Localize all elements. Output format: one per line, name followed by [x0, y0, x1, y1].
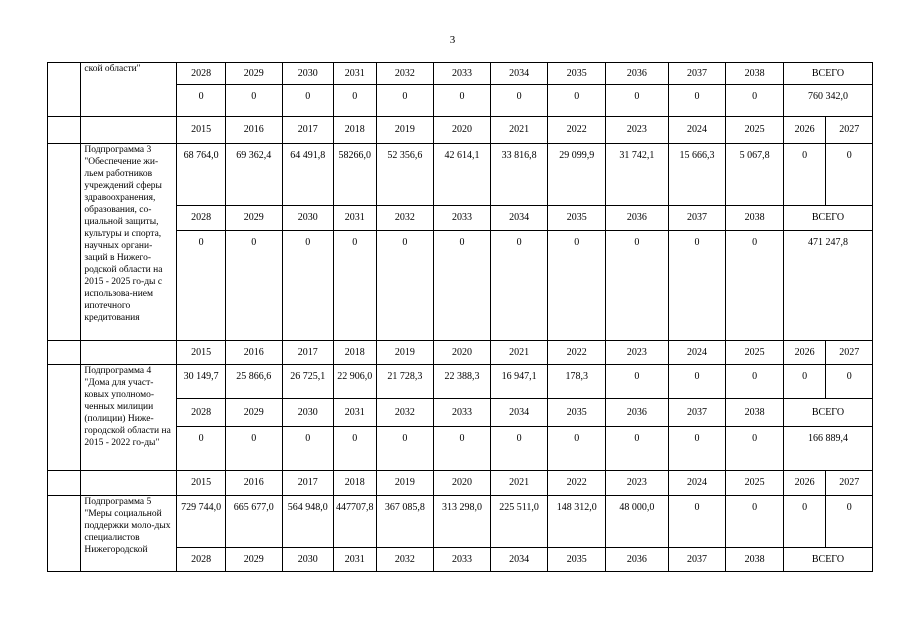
total-header: ВСЕГО: [783, 548, 872, 572]
table-row: [48, 496, 873, 548]
year-header: 2021: [490, 341, 548, 365]
subprogram-5-name: Подпрограмма 5 "Меры социальной поддержки моло-дых специалистов Нижегородской: [81, 496, 177, 572]
year-header: 2033: [434, 399, 491, 427]
year-header: 2037: [668, 548, 726, 572]
row-number-cell: [48, 496, 81, 572]
amount-cell: 447707,8: [334, 496, 376, 548]
amount-cell: 0: [490, 231, 548, 341]
year-header: 2028: [177, 206, 226, 231]
row-number-cell: [48, 365, 81, 471]
year-header: 2020: [434, 471, 491, 496]
row-number-cell: [48, 144, 81, 341]
financing-table: [47, 62, 873, 572]
year-header: 2015: [177, 341, 226, 365]
page-number: 3: [449, 34, 456, 46]
amount-cell: 0: [826, 365, 873, 399]
year-header: 2019: [376, 471, 434, 496]
amount-cell: 58266,0: [334, 144, 376, 206]
amount-cell: 0: [334, 85, 376, 117]
table-row: [48, 341, 873, 365]
amount-cell: 52 356,6: [376, 144, 434, 206]
amount-cell: 0: [668, 85, 726, 117]
amount-cell: 0: [376, 231, 434, 341]
year-header: 2030: [282, 399, 334, 427]
amount-cell: 0: [826, 496, 873, 548]
amount-cell: 0: [225, 427, 282, 471]
year-header: 2034: [490, 548, 548, 572]
year-header: 2035: [548, 548, 606, 572]
year-header: 2025: [726, 471, 784, 496]
year-header: 2028: [177, 399, 226, 427]
year-header: 2031: [334, 206, 376, 231]
year-header: 2038: [726, 63, 784, 85]
year-header: 2018: [334, 471, 376, 496]
year-header: 2026: [783, 471, 825, 496]
year-header: 2017: [282, 117, 334, 144]
amount-cell: 0: [376, 85, 434, 117]
year-header: 2017: [282, 341, 334, 365]
amount-cell: 0: [726, 427, 784, 471]
amount-cell: 0: [668, 427, 726, 471]
amount-cell: 5 067,8: [726, 144, 784, 206]
year-header: 2027: [826, 341, 873, 365]
year-header: 2018: [334, 341, 376, 365]
amount-cell: 0: [225, 85, 282, 117]
year-header: 2016: [225, 117, 282, 144]
year-header: 2027: [826, 117, 873, 144]
year-header: 2022: [548, 471, 606, 496]
year-header: 2016: [225, 341, 282, 365]
year-header: 2038: [726, 206, 784, 231]
year-header: 2038: [726, 399, 784, 427]
year-header: 2036: [606, 206, 669, 231]
year-header: 2031: [334, 548, 376, 572]
amount-cell: 148 312,0: [548, 496, 606, 548]
amount-cell: 30 149,7: [177, 365, 226, 399]
program-name-cell: [81, 117, 177, 144]
amount-cell: 22 388,3: [434, 365, 491, 399]
year-header: 2036: [606, 63, 669, 85]
subprogram-4-name: Подпрограмма 4 "Дома для участ-ковых уполномо-ченных милиции (полиции) Ниже-городской области на 2015 - 2022 го-ды": [81, 365, 177, 471]
year-header: 2023: [606, 341, 669, 365]
amount-cell: 22 906,0: [334, 365, 376, 399]
year-header: 2030: [282, 206, 334, 231]
year-header: 2035: [548, 206, 606, 231]
amount-cell: 42 614,1: [434, 144, 491, 206]
year-header: 2031: [334, 63, 376, 85]
amount-cell: 48 000,0: [606, 496, 669, 548]
amount-cell: 29 099,9: [548, 144, 606, 206]
row-number-cell: [48, 117, 81, 144]
year-header: 2036: [606, 548, 669, 572]
year-header: 2026: [783, 341, 825, 365]
amount-cell: 564 948,0: [282, 496, 334, 548]
year-header: 2033: [434, 63, 491, 85]
row-number-cell: [48, 341, 81, 365]
year-header: 2030: [282, 548, 334, 572]
year-header: 2035: [548, 399, 606, 427]
year-header: 2017: [282, 471, 334, 496]
amount-cell: 26 725,1: [282, 365, 334, 399]
year-header: 2023: [606, 471, 669, 496]
year-header: 2031: [334, 399, 376, 427]
total-header: ВСЕГО: [783, 399, 872, 427]
year-header: 2021: [490, 117, 548, 144]
amount-cell: 0: [726, 496, 784, 548]
year-header: 2032: [376, 63, 434, 85]
year-header: 2034: [490, 63, 548, 85]
year-header: 2015: [177, 117, 226, 144]
amount-cell: 0: [490, 427, 548, 471]
amount-cell: 0: [606, 85, 669, 117]
amount-cell: 64 491,8: [282, 144, 334, 206]
amount-cell: 31 742,1: [606, 144, 669, 206]
total-amount: 471 247,8: [783, 231, 872, 341]
amount-cell: 0: [606, 427, 669, 471]
amount-cell: 33 816,8: [490, 144, 548, 206]
year-header: 2024: [668, 117, 726, 144]
year-header: 2020: [434, 341, 491, 365]
year-header: 2029: [225, 63, 282, 85]
year-header: 2023: [606, 117, 669, 144]
amount-cell: 0: [282, 231, 334, 341]
amount-cell: 0: [726, 231, 784, 341]
table-row: [48, 63, 873, 85]
year-header: 2032: [376, 206, 434, 231]
amount-cell: 313 298,0: [434, 496, 491, 548]
year-header: 2027: [826, 471, 873, 496]
year-header: 2037: [668, 206, 726, 231]
year-header: 2025: [726, 117, 784, 144]
year-header: 2028: [177, 63, 226, 85]
year-header: 2028: [177, 548, 226, 572]
amount-cell: 0: [282, 85, 334, 117]
amount-cell: 0: [548, 85, 606, 117]
year-header: 2035: [548, 63, 606, 85]
year-header: 2032: [376, 399, 434, 427]
amount-cell: 0: [783, 496, 825, 548]
amount-cell: 0: [434, 231, 491, 341]
year-header: 2037: [668, 63, 726, 85]
amount-cell: 0: [668, 496, 726, 548]
year-header: 2015: [177, 471, 226, 496]
year-header: 2016: [225, 471, 282, 496]
amount-cell: 0: [177, 85, 226, 117]
subprogram-3-name: Подпрограмма 3 "Обеспечение жи-льем работников учреждений сферы здравоохранения, образования, со-циальной защиты, культуры и спорта, научных органи-заций в Нижего-родской области на 2015 - 2025 го-ды с использова-нием ипотечного кредитования: [81, 144, 177, 341]
year-header: 2029: [225, 548, 282, 572]
total-amount: 760 342,0: [783, 85, 872, 117]
amount-cell: 0: [548, 231, 606, 341]
amount-cell: 0: [726, 365, 784, 399]
amount-cell: 0: [826, 144, 873, 206]
amount-cell: 0: [606, 365, 669, 399]
amount-cell: 0: [606, 231, 669, 341]
year-header: 2019: [376, 341, 434, 365]
amount-cell: 0: [177, 427, 226, 471]
program-name-cell: [81, 341, 177, 365]
year-header: 2030: [282, 63, 334, 85]
year-header: 2026: [783, 117, 825, 144]
total-header: ВСЕГО: [783, 63, 872, 85]
year-header: 2038: [726, 548, 784, 572]
amount-cell: 15 666,3: [668, 144, 726, 206]
amount-cell: 0: [490, 85, 548, 117]
year-header: 2022: [548, 117, 606, 144]
amount-cell: 0: [668, 231, 726, 341]
row-number-cell: [48, 471, 81, 496]
year-header: 2033: [434, 206, 491, 231]
year-header: 2018: [334, 117, 376, 144]
year-header: 2029: [225, 399, 282, 427]
year-header: 2019: [376, 117, 434, 144]
amount-cell: 0: [376, 427, 434, 471]
year-header: 2033: [434, 548, 491, 572]
amount-cell: 0: [726, 85, 784, 117]
amount-cell: 0: [177, 231, 226, 341]
amount-cell: 367 085,8: [376, 496, 434, 548]
amount-cell: 21 728,3: [376, 365, 434, 399]
year-header: 2024: [668, 471, 726, 496]
table-row: [48, 144, 873, 206]
amount-cell: 665 677,0: [225, 496, 282, 548]
year-header: 2037: [668, 399, 726, 427]
year-header: 2020: [434, 117, 491, 144]
amount-cell: 0: [434, 85, 491, 117]
year-header: 2022: [548, 341, 606, 365]
year-header: 2025: [726, 341, 784, 365]
year-header: 2021: [490, 471, 548, 496]
year-header: 2034: [490, 399, 548, 427]
year-header: 2034: [490, 206, 548, 231]
amount-cell: 0: [282, 427, 334, 471]
amount-cell: 0: [783, 144, 825, 206]
program-name: ской области": [81, 63, 177, 117]
amount-cell: 729 744,0: [177, 496, 226, 548]
row-number-cell: [48, 63, 81, 117]
amount-cell: 178,3: [548, 365, 606, 399]
table-row: [48, 365, 873, 399]
year-header: 2029: [225, 206, 282, 231]
amount-cell: 16 947,1: [490, 365, 548, 399]
amount-cell: 0: [334, 427, 376, 471]
table-row: [48, 471, 873, 496]
amount-cell: 0: [783, 365, 825, 399]
program-name-cell: [81, 471, 177, 496]
year-header: 2036: [606, 399, 669, 427]
year-header: 2024: [668, 341, 726, 365]
amount-cell: 0: [548, 427, 606, 471]
amount-cell: 0: [434, 427, 491, 471]
amount-cell: 0: [225, 231, 282, 341]
amount-cell: 25 866,6: [225, 365, 282, 399]
year-header: 2032: [376, 548, 434, 572]
table-row: [48, 117, 873, 144]
total-header: ВСЕГО: [783, 206, 872, 231]
amount-cell: 0: [668, 365, 726, 399]
amount-cell: 225 511,0: [490, 496, 548, 548]
amount-cell: 68 764,0: [177, 144, 226, 206]
amount-cell: 0: [334, 231, 376, 341]
amount-cell: 69 362,4: [225, 144, 282, 206]
total-amount: 166 889,4: [783, 427, 872, 471]
